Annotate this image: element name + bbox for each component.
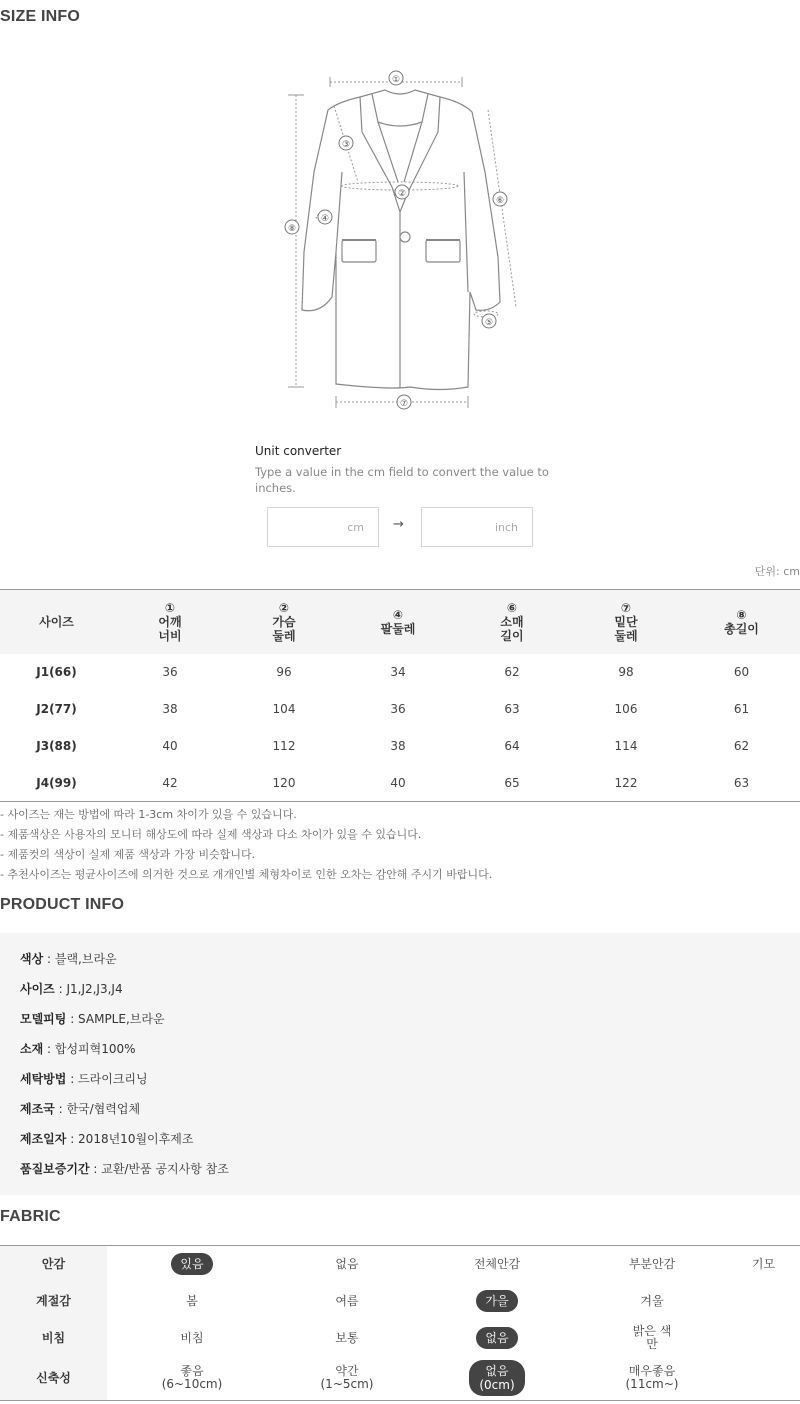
header-hem: ⑦ 밑단 둘레 <box>614 600 638 643</box>
marker-8: ⑧ <box>287 224 297 234</box>
info-row-model: 모델피팅 : SAMPLE,브라운 <box>20 1012 165 1026</box>
size-info-title: SIZE INFO <box>0 8 81 25</box>
table-row: J2(77) 38 104 36 63 106 61 <box>36 702 750 716</box>
header-size: 사이즈 <box>39 614 74 629</box>
marker-4: ④ <box>320 214 330 224</box>
fabric-row-stretch: 신축성 좋음 (6~10cm) 약간 (1~5cm) 없음 (0cm) 매우좋음 (11cm~) <box>0 1357 800 1401</box>
note-line: - 제품색상은 사용자의 모니터 해상도에 따라 실제 색상과 다소 차이가 있을 수 있습니다. <box>0 828 422 841</box>
fabric-row-sheer: 비침 비침 보통 없음 밝은 색 만 <box>0 1320 800 1357</box>
info-row-material: 소재 : 합성피혁100% <box>20 1042 136 1056</box>
fabric-row-season: 계절감 봄 여름 가을 겨울 <box>0 1283 800 1320</box>
selected-option-pill: 없음 (0cm) <box>469 1360 524 1396</box>
info-row-size: 사이즈 : J1,J2,J3,J4 <box>20 982 123 996</box>
marker-3: ③ <box>341 140 351 150</box>
fabric-row-lining: 안감 있음 없음 전체안감 부분안감 기모 <box>0 1246 800 1283</box>
header-arm: ④ 팔둘레 <box>380 607 416 636</box>
table-row: J3(88) 40 112 38 64 114 62 <box>36 739 750 753</box>
product-info-panel <box>0 933 800 1195</box>
coat-measurement-diagram <box>280 62 520 417</box>
info-row-washing: 세탁방법 : 드라이크리닝 <box>20 1072 148 1086</box>
selected-option-pill: 없음 <box>476 1327 517 1349</box>
header-shoulder: ① 어깨 너비 <box>158 600 182 643</box>
selected-option-pill: 가을 <box>476 1290 517 1312</box>
unit-converter-title: Unit converter <box>255 444 342 458</box>
note-line: - 제품컷의 색상이 실제 제품 색상과 가장 비슷합니다. <box>0 848 256 861</box>
note-line: - 추천사이즈는 평균사이즈에 의거한 것으로 개개인별 체형차이로 인한 오차는 감안해 주시기 바랍니다. <box>0 868 493 881</box>
selected-option-pill: 있음 <box>171 1253 212 1275</box>
unit-converter-description: Type a value in the cm field to convert the value to inches. <box>255 465 549 495</box>
cm-input[interactable] <box>267 507 379 547</box>
marker-1: ① <box>391 75 401 85</box>
fabric-table <box>0 1245 800 1401</box>
marker-6: ⑥ <box>495 196 505 206</box>
inch-input[interactable] <box>421 507 533 547</box>
header-sleeve: ⑥ 소매 길이 <box>500 600 524 643</box>
info-row-warranty: 품질보증기간 : 교환/반품 공지사항 참조 <box>20 1162 229 1176</box>
fabric-title: FABRIC <box>0 1208 61 1225</box>
header-chest: ② 가슴 둘레 <box>272 600 296 643</box>
info-row-date: 제조일자 : 2018년10월이후제조 <box>20 1132 194 1146</box>
size-table-header <box>0 590 800 654</box>
marker-5: ⑤ <box>484 318 494 328</box>
info-row-origin: 제조국 : 한국/협력업체 <box>20 1102 141 1116</box>
table-row: J4(99) 42 120 40 65 122 63 <box>0 765 800 802</box>
table-row: J1(66) 36 96 34 62 98 60 <box>36 665 750 679</box>
size-notes <box>0 805 492 885</box>
marker-7: ⑦ <box>399 399 409 409</box>
note-line: - 사이즈는 재는 방법에 따라 1-3cm 차이가 있을 수 있습니다. <box>0 808 297 821</box>
arrow-right-icon: → <box>393 517 404 532</box>
size-table <box>0 589 800 802</box>
info-row-color: 색상 : 블랙,브라운 <box>20 952 117 966</box>
product-info-title: PRODUCT INFO <box>0 896 125 913</box>
unit-note: 단위: cm <box>754 565 800 578</box>
header-length: ⑧ 총길이 <box>724 607 759 636</box>
marker-2: ② <box>397 189 407 199</box>
